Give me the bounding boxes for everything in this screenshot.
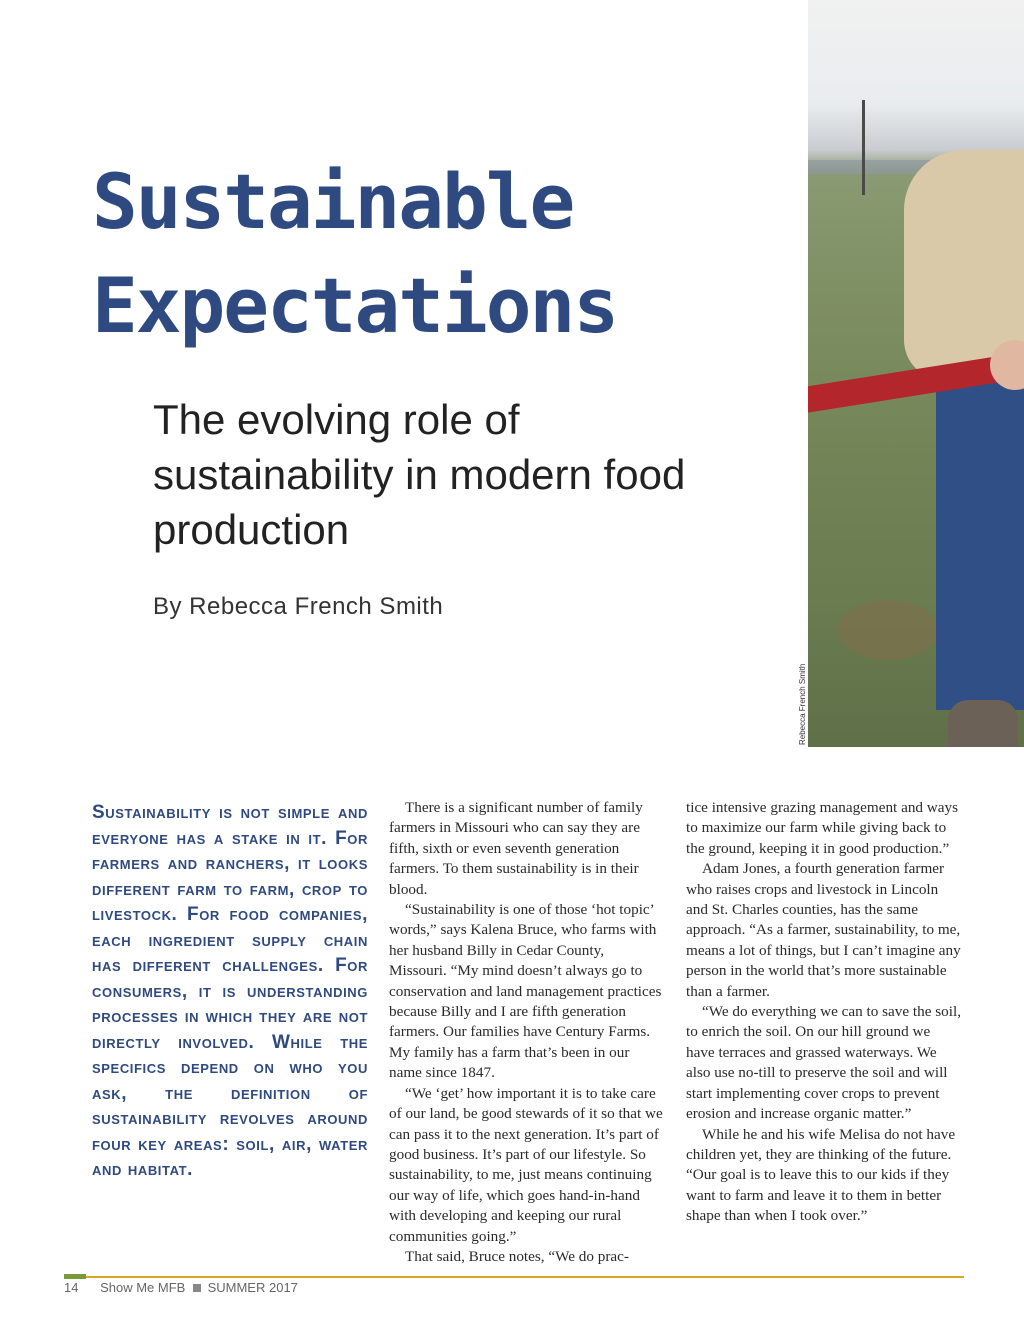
- paragraph: While he and his wife Melisa do not have children yet, they are thinking of the future. “Our goal is to leave this to our kids if they want to farm and leave it to them in better shape than when I took over.”: [686, 1125, 956, 1225]
- paragraph: There is a significant number of family farmers in Missouri who can say they are fifth, sixth or even seventh generation farmers. To them sustainability is in their blood.: [389, 799, 643, 898]
- paragraph: “We ‘get’ how important it is to take care of our land, be good stewards of it so that we can pass it to the next generation. It’s part of good business. It’s part of our lifestyle. So sustainability, to me, just means continuing our way of life, which goes hand-in-hand with developing and keeping our rural communities going.”: [389, 1084, 663, 1245]
- paragraph: Adam Jones, a fourth generation farmer who raises crops and livestock in Lincoln and St. Charles counties, has the same approach. “As a farmer, sustainability, to me, means a lot of things, but I can’t imagine any person in the world that’s more sustainable than a farmer.: [686, 860, 961, 1000]
- article-subtitle: The evolving role of sustainability in modern food production: [153, 396, 686, 553]
- body-column-2: [686, 798, 962, 1227]
- paragraph: “We do everything we can to save the soil, to enrich the soil. On our hill ground we have terraces and grassed waterways. We also use no-till to preserve the soil and will start implementing cover crops to prevent erosion and increase organic matter.”: [686, 1003, 961, 1123]
- body-column-1: [389, 798, 665, 1267]
- issue-label: SUMMER 2017: [207, 1280, 298, 1295]
- publication-name: Show Me MFB: [100, 1280, 186, 1295]
- footer-rule: [64, 1276, 964, 1278]
- photo-leaves: [838, 600, 938, 660]
- title-line-1: Sustainable: [92, 157, 574, 246]
- title-line-2: Expectations: [92, 261, 618, 350]
- paragraph: “Sustainability is one of those ‘hot topic’ words,” says Kalena Bruce, who farms with her husband Billy in Cedar County, Missouri. “My mind doesn’t always go to conservation and land management practices because Billy and I are fifth generation farmers. Our families have Century Farms. My family has a farm that’s been in our name since 1847.: [389, 901, 662, 1082]
- photo-boot: [948, 700, 1018, 747]
- pull-quote: Sustainability is not simple and everyone has a stake in it. For farmers and ranchers, it looks different farm to farm, crop to livestock. For food companies, each ingredient supply chain has different challenges. For consumers, it is understanding processes in which they are not directly involved. While the specifics depend on who you ask, the definition of sustainability revolves around four key areas: soil, air, water and habitat.: [92, 802, 368, 1180]
- paragraph: That said, Bruce notes, “We do prac-: [405, 1247, 629, 1265]
- square-separator-icon: [193, 1284, 201, 1292]
- page-number: 14: [64, 1280, 79, 1295]
- paragraph: tice intensive grazing management and ways to maximize our farm while giving back to the ground, keeping it in good production.”: [686, 799, 959, 857]
- page-footer: [64, 1280, 298, 1295]
- footer-rule-accent: [64, 1274, 86, 1279]
- article-byline: By Rebecca French Smith: [153, 593, 444, 620]
- photo-credit: Rebecca French Smith: [798, 663, 807, 745]
- farmer-photo: [808, 0, 1024, 747]
- photo-utility-pole: [862, 100, 865, 195]
- photo-jeans: [936, 380, 1024, 710]
- article-title: [92, 150, 617, 358]
